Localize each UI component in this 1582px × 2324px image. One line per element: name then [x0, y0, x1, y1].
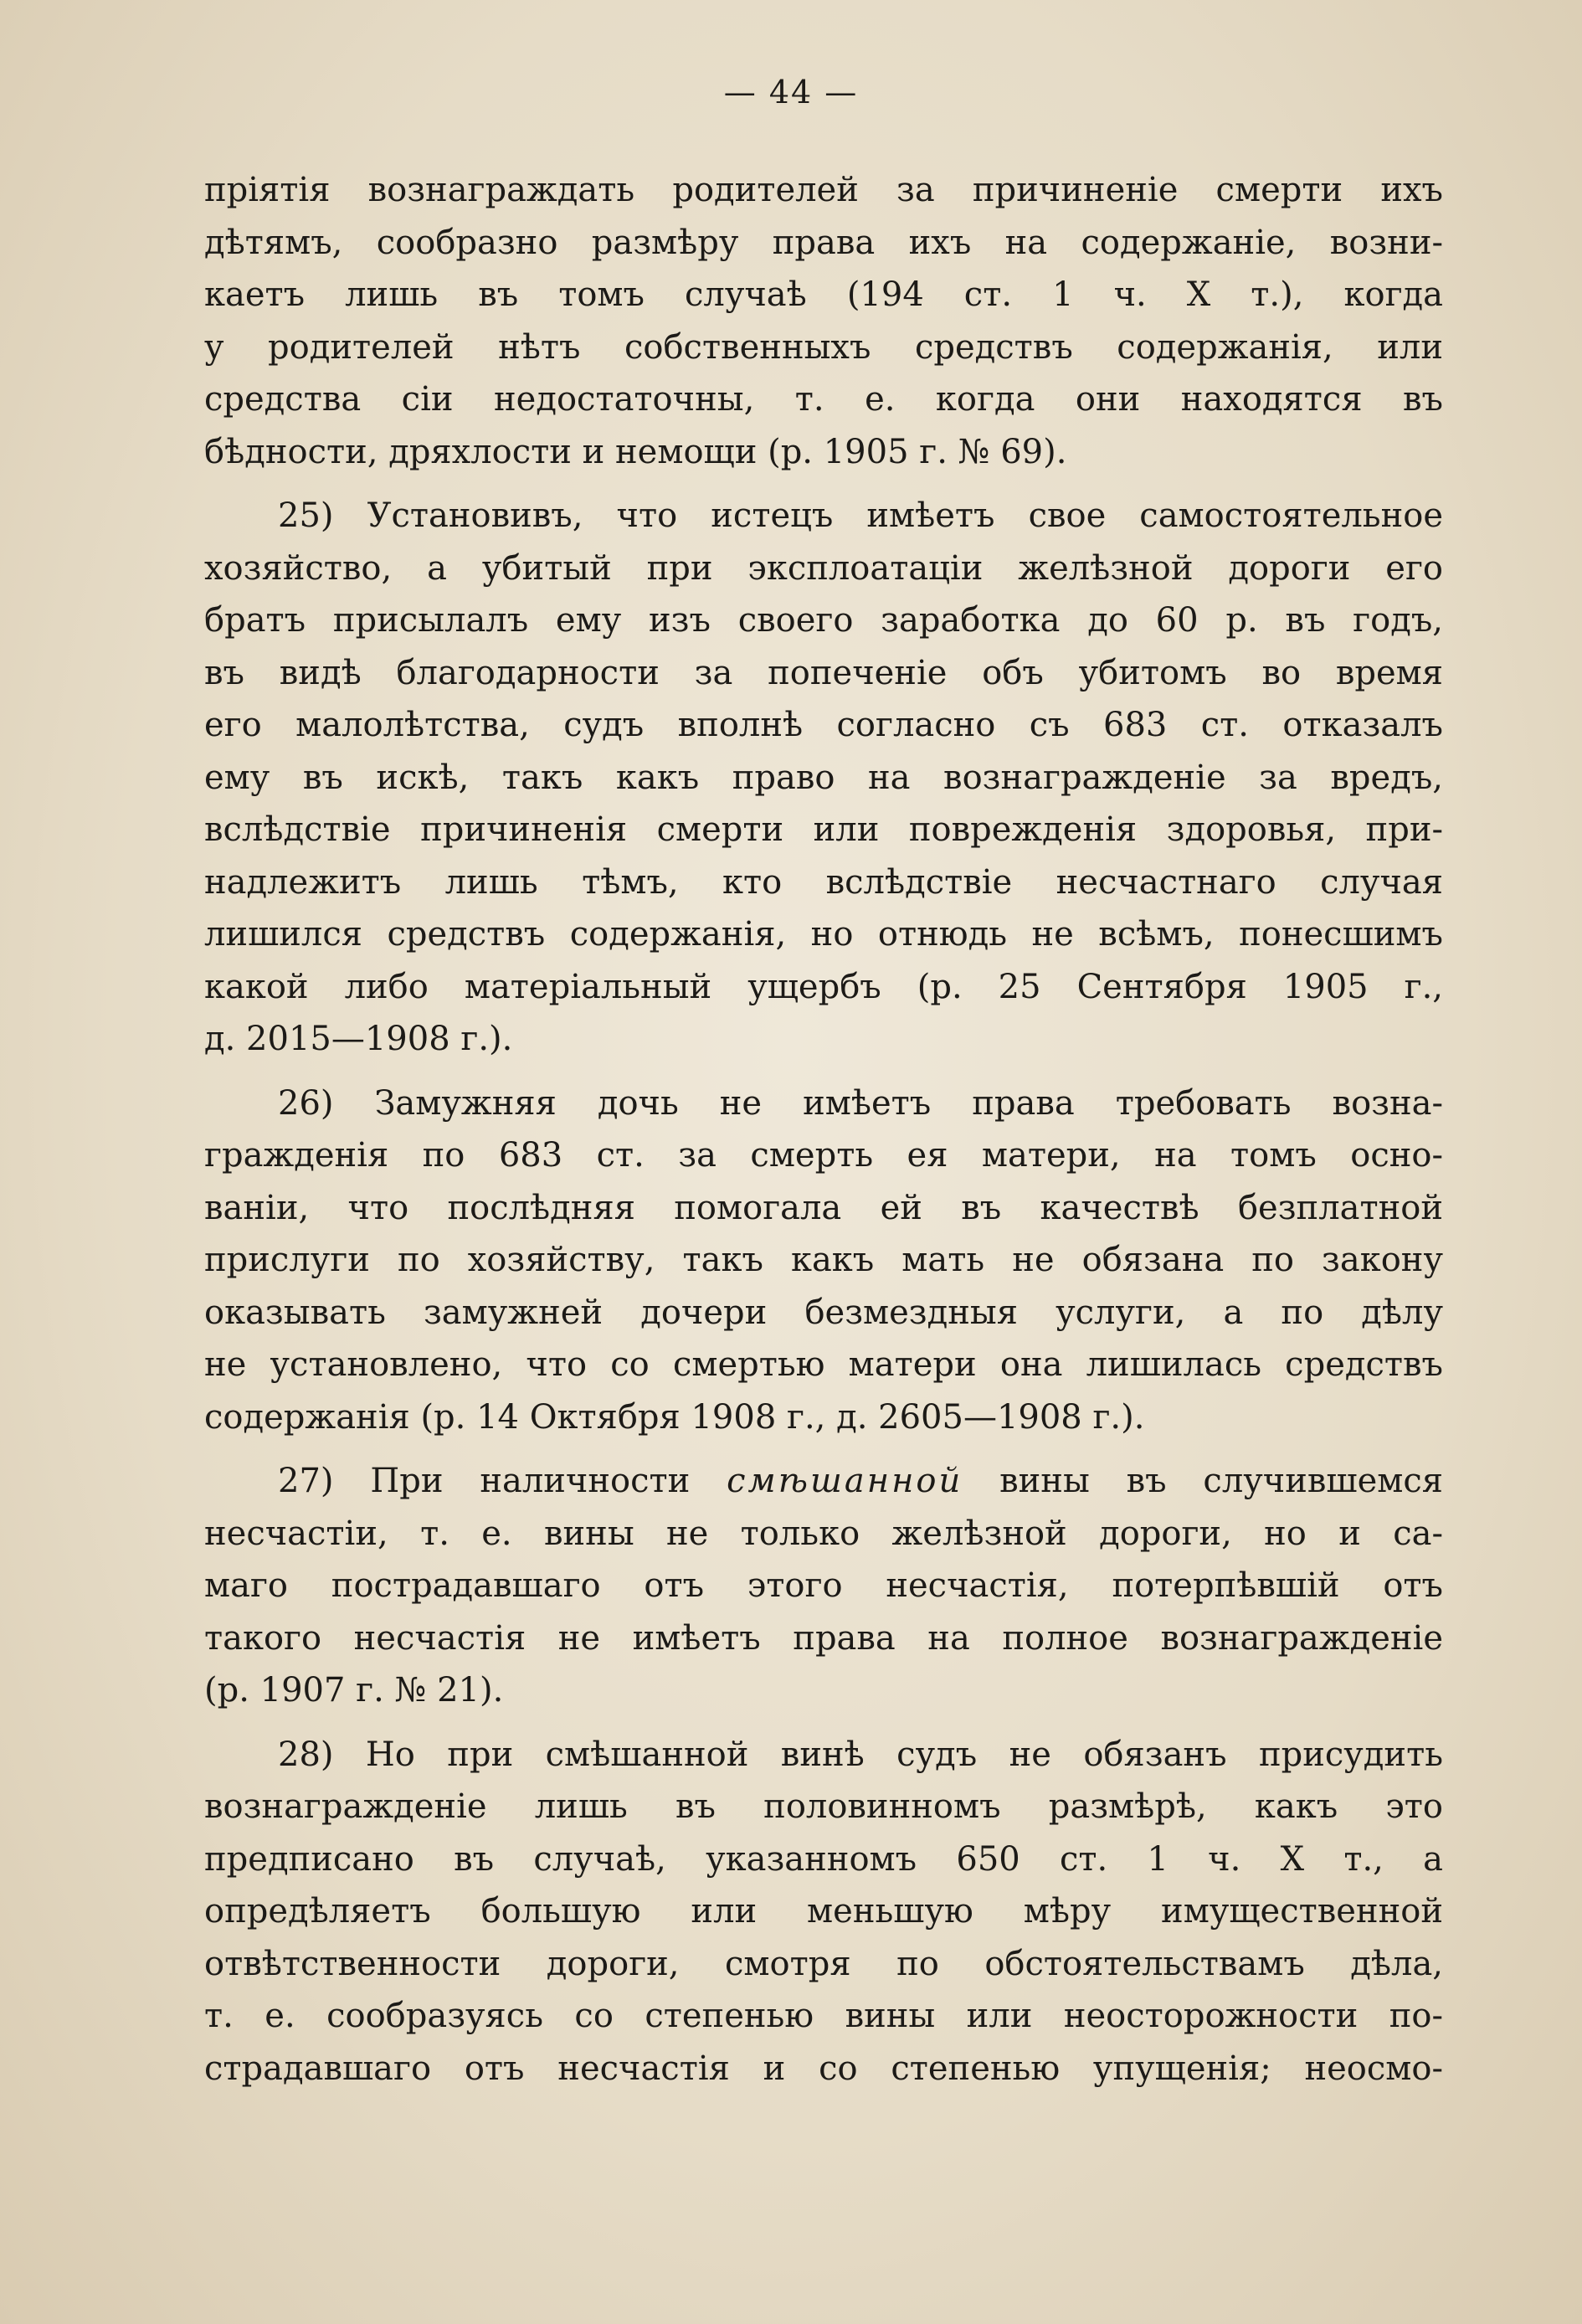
text-line: такого несчастія не имѣетъ права на полное вознагражденіе	[204, 1618, 1443, 1658]
text-line: ему въ искѣ, такъ какъ право на вознагражденіе за вредъ,	[204, 758, 1443, 797]
text-line: 26) Замужняя дочь не имѣетъ права требовать возна-	[278, 1083, 1443, 1123]
text-line: 25) Установивъ, что истецъ имѣетъ свое самостоятельное	[278, 496, 1443, 535]
text-line: не установлено, что со смертью матери она лишилась средствъ	[204, 1345, 1443, 1384]
text-line: 28) Но при смѣшанной винѣ судъ не обязанъ присудить	[278, 1735, 1443, 1774]
text-line: т. е. сообразуясь со степенью вины или неосторожности по-	[204, 1997, 1443, 2035]
paragraph-25	[204, 490, 1443, 1066]
text-line: д. 2015—1908 г.).	[204, 1020, 513, 1058]
text-line: гражденія по 683 ст. за смерть ея матери, на томъ осно-	[204, 1136, 1443, 1175]
text-line: дѣтямъ, сообразно размѣру права ихъ на содержаніе, возни-	[204, 223, 1443, 262]
text-line: въ видѣ благодарности за попеченіе объ убитомъ во время	[204, 653, 1443, 692]
text-line: несчастіи, т. е. вины не только желѣзной дороги, но и са-	[204, 1514, 1443, 1553]
text-line: братъ присылалъ ему изъ своего заработка до 60 р. въ годъ,	[204, 601, 1443, 640]
text-line: бѣдности, дряхлости и немощи (р. 1905 г. № 69).	[204, 432, 1067, 471]
text-line: ваніи, что послѣдняя помогала ей въ качествѣ безплатной	[204, 1188, 1443, 1227]
text-line: оказывать замужней дочери безмездныя услуги, а по дѣлу	[204, 1293, 1443, 1332]
text-line: отвѣтственности дороги, смотря по обстоятельствамъ дѣла,	[204, 1944, 1443, 1983]
text-line: вознагражденіе лишь въ половинномъ размѣрѣ, какъ это	[204, 1787, 1443, 1826]
paragraph-28	[204, 1729, 1443, 2095]
text-line: вслѣдствіе причиненія смерти или поврежденія здоровья, при-	[204, 810, 1443, 849]
text-line: опредѣляетъ большую или меньшую мѣру имущественной	[204, 1892, 1443, 1931]
text-line: (р. 1907 г. № 21).	[204, 1671, 504, 1710]
paragraph-27	[204, 1455, 1443, 1717]
page-body	[204, 164, 1443, 2106]
text-line: хозяйство, а убитый при эксплоатаціи желѣзной дороги его	[204, 548, 1443, 588]
text-line: прислуги по хозяйству, такъ какъ мать не обязана по закону	[204, 1241, 1443, 1279]
text-line: надлежитъ лишь тѣмъ, кто вслѣдствіе несчастнаго случая	[204, 862, 1443, 902]
text-line: каетъ лишь въ томъ случаѣ (194 ст. 1 ч. X т.), когда	[204, 275, 1443, 314]
text-run: вины въ случившемся	[963, 1462, 1443, 1500]
paragraph-26	[204, 1077, 1443, 1444]
text-line: у родителей нѣтъ собственныхъ средствъ содержанія, или	[204, 327, 1443, 367]
text-line-with-emphasis	[204, 1455, 1443, 1508]
text-line: средства сіи недостаточны, т. е. когда они находятся въ	[204, 380, 1443, 419]
emphasized-word: смѣшанной	[727, 1462, 963, 1500]
text-line: пріятія вознаграждать родителей за причиненіе смерти ихъ	[204, 171, 1443, 209]
text-line: его малолѣтства, судъ вполнѣ согласно съ 683 ст. отказалъ	[204, 706, 1443, 744]
text-line: предписано въ случаѣ, указанномъ 650 ст. 1 ч. X т., а	[204, 1839, 1443, 1879]
text-line: какой либо матеріальный ущербъ (р. 25 Сентября 1905 г.,	[204, 967, 1443, 1006]
page-number: — 44 —	[723, 74, 859, 111]
paragraph-continuation	[204, 164, 1443, 478]
text-run: 27) При наличности	[278, 1462, 727, 1500]
text-line: содержанія (р. 14 Октября 1908 г., д. 2605—1908 г.).	[204, 1397, 1145, 1437]
text-line: лишился средствъ содержанія, но отнюдь не всѣмъ, понесшимъ	[204, 915, 1443, 954]
text-line: маго пострадавшаго отъ этого несчастія, потерпѣвшій отъ	[204, 1566, 1443, 1605]
text-line: страдавшаго отъ несчастія и со степенью упущенія; неосмо-	[204, 2049, 1443, 2088]
